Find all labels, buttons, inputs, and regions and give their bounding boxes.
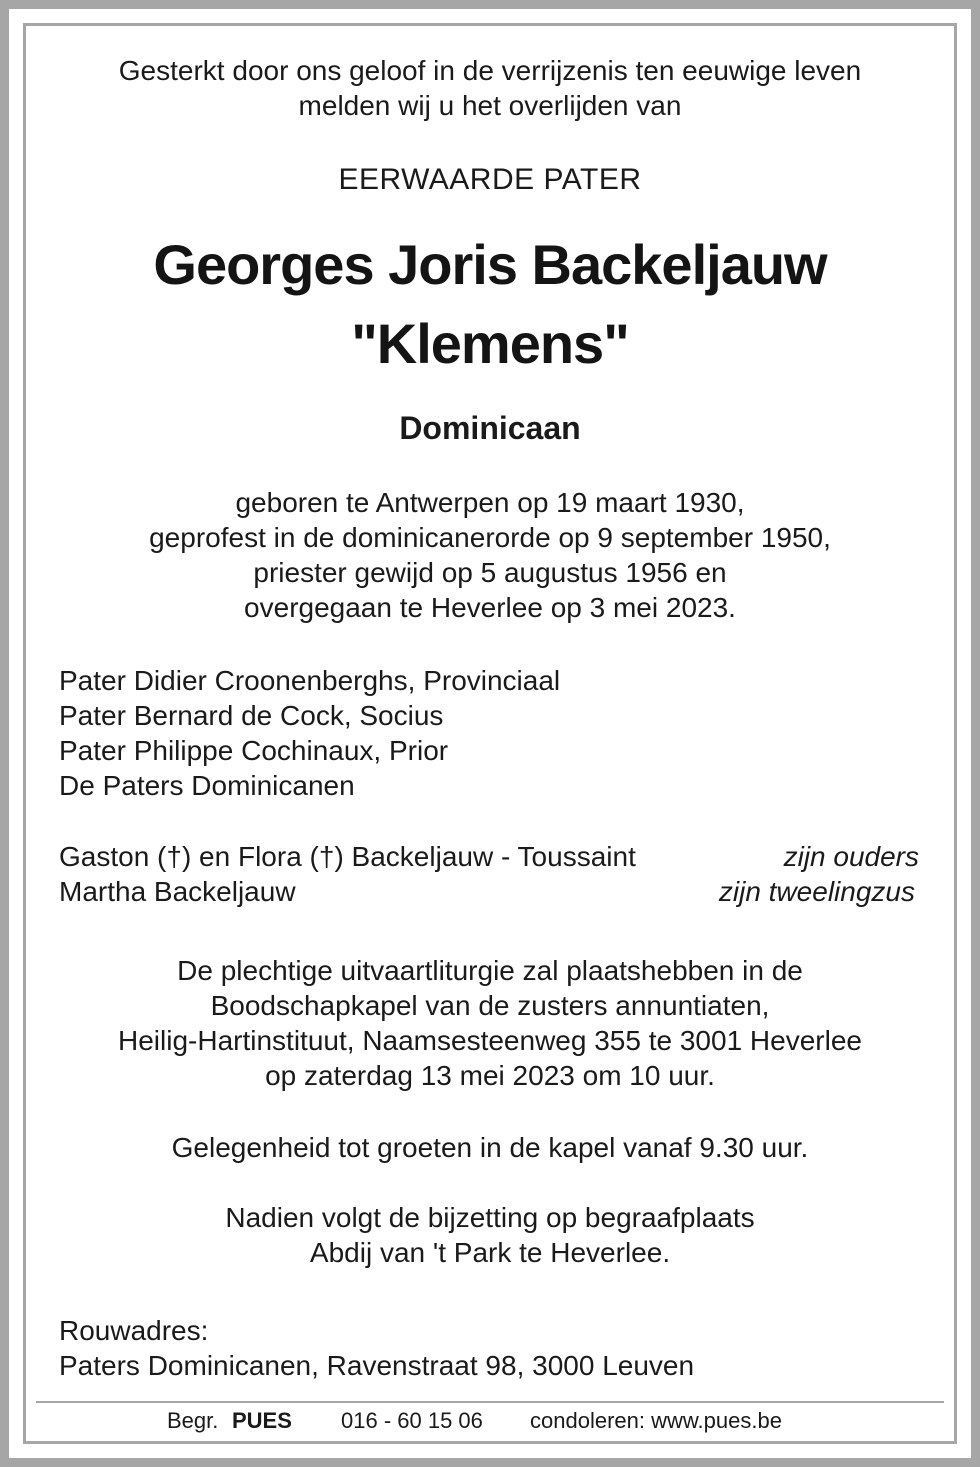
- life-line: geprofest in de dominicanerorde op 9 september 1950,: [149, 522, 831, 553]
- family-row: [59, 839, 919, 874]
- family-row: [59, 874, 919, 909]
- community-member: Pater Didier Croonenberghs, Provinciaal: [59, 665, 561, 696]
- address-label: Rouwadres:: [59, 1315, 209, 1346]
- undertaker-prefix: Begr.: [167, 1408, 219, 1433]
- burial-line: Abdij van 't Park te Heverlee.: [309, 1237, 671, 1268]
- undertaker-footer: [0, 1405, 980, 1437]
- community-member: De Paters Dominicanen: [59, 770, 355, 801]
- undertaker-phone: 016 - 60 15 06: [341, 1408, 483, 1433]
- community-list: [59, 663, 939, 803]
- life-line: priester gewijd op 5 augustus 1956 en: [253, 557, 727, 588]
- religious-order: Dominicaan: [399, 410, 581, 446]
- family-member-name: Martha Backeljauw: [59, 876, 296, 907]
- community-member: Pater Philippe Cochinaux, Prior: [59, 735, 449, 766]
- deceased-name: Georges Joris Backeljauw: [153, 233, 827, 296]
- undertaker-name: PUES: [232, 1408, 292, 1433]
- intro-line: melden wij u het overlijden van: [298, 90, 682, 121]
- mourning-address: [59, 1313, 939, 1383]
- intro-text: [0, 53, 980, 123]
- family-list: [59, 839, 919, 909]
- funeral-line: Heilig-Hartinstituut, Naamsesteenweg 355 te 3001 Heverlee: [118, 1025, 862, 1056]
- burial-details: [0, 1200, 980, 1270]
- life-dates: [0, 485, 980, 625]
- greeting-line: Gelegenheid tot groeten in de kapel vanaf 9.30 uur.: [171, 1132, 809, 1163]
- footer-divider: [36, 1401, 944, 1403]
- community-member: Pater Bernard de Cock, Socius: [59, 700, 444, 731]
- funeral-line: De plechtige uitvaartliturgie zal plaatshebben in de: [177, 955, 803, 986]
- greeting-text: [0, 1130, 980, 1165]
- life-line: overgegaan te Heverlee op 3 mei 2023.: [244, 592, 736, 623]
- family-relation: zijn tweelingzus: [718, 876, 915, 907]
- address-line: Paters Dominicanen, Ravenstraat 98, 3000 Leuven: [59, 1350, 695, 1381]
- burial-line: Nadien volgt de bijzetting op begraafplaats: [225, 1202, 755, 1233]
- family-relation: zijn ouders: [783, 841, 919, 872]
- funeral-line: Boodschapkapel van de zusters annuntiaten,: [210, 990, 770, 1021]
- life-line: geboren te Antwerpen op 19 maart 1930,: [235, 487, 745, 518]
- intro-line: Gesterkt door ons geloof in de verrijzenis ten eeuwige leven: [118, 55, 862, 86]
- deceased-title: EERWAARDE PATER: [338, 163, 642, 196]
- deceased-nickname: "Klemens": [351, 312, 629, 375]
- condolences-link[interactable]: condoleren: www.pues.be: [530, 1408, 782, 1433]
- funeral-details: [0, 953, 980, 1093]
- family-member-name: Gaston (†) en Flora (†) Backeljauw - Toussaint: [59, 841, 636, 872]
- funeral-line: op zaterdag 13 mei 2023 om 10 uur.: [265, 1060, 715, 1091]
